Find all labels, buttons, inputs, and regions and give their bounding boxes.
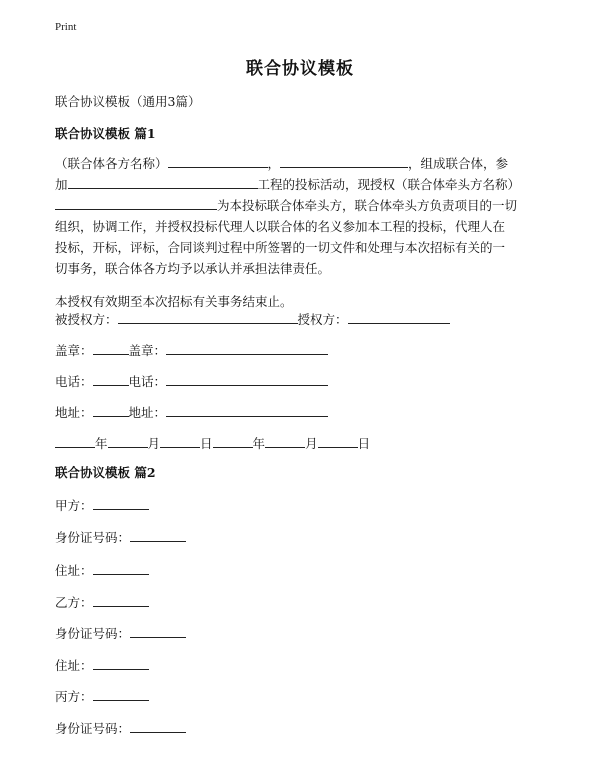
- blank-line: [93, 657, 149, 670]
- blank-line: [348, 311, 450, 324]
- blank-line: [93, 497, 149, 510]
- blank-line: [130, 625, 186, 638]
- blank-line: [93, 404, 129, 417]
- print-label[interactable]: Print: [55, 21, 77, 33]
- blank-line: [108, 435, 148, 448]
- para-line-3: 为本投标联合体牵头方，联合体牵头方负责项目的一切: [55, 196, 517, 216]
- addr-b-row: 住址：: [55, 656, 149, 674]
- blank-line: [130, 720, 186, 733]
- para-line-4: 组织，协调工作，并授权投标代理人以联合体的名义参加本工程的投标，代理人在: [55, 219, 506, 234]
- blank-line: [118, 311, 298, 324]
- section1-heading: 联合协议模板 篇1: [55, 126, 156, 141]
- para-line-1: （联合体各方名称） ， ，组成联合体，参: [55, 156, 509, 171]
- id-a-row: 身份证号码：: [55, 528, 186, 546]
- blank-line: [68, 176, 258, 189]
- blank-line: [93, 342, 129, 355]
- validity-text: 本授权有效期至本次招标有关事务结束止。: [55, 294, 293, 309]
- blank-line: [130, 529, 186, 542]
- date-row: 年 月 日 年 月 日: [55, 434, 370, 452]
- document-title: 联合协议模板: [246, 59, 354, 79]
- blank-line: [93, 688, 149, 701]
- id-c-row: 身份证号码：: [55, 719, 186, 737]
- blank-line: [160, 435, 200, 448]
- document-subtitle: 联合协议模板（通用3篇）: [55, 94, 201, 109]
- para-line-5: 投标，开标，评标，合同谈判过程中所签署的一切文件和处理与本次招标有关的一: [55, 240, 506, 255]
- party-c-row: 丙方：: [55, 687, 149, 705]
- blank-line: [93, 373, 129, 386]
- blank-line: [166, 373, 328, 386]
- blank-line: [280, 155, 408, 168]
- id-b-row: 身份证号码：: [55, 624, 186, 642]
- phone-row: 电话： 电话：: [55, 372, 328, 390]
- blank-line: [55, 197, 217, 210]
- party-a-row: 甲方：: [55, 496, 149, 514]
- seal-row: 盖章： 盖章：: [55, 341, 328, 359]
- blank-line: [168, 155, 268, 168]
- section2-heading: 联合协议模板 篇2: [55, 465, 156, 480]
- authorized-row: 被授权方： 授权方：: [55, 310, 450, 328]
- blank-line: [93, 562, 149, 575]
- para-line-2: 加 工程的投标活动，现授权（联合体牵头方名称）: [55, 177, 521, 192]
- blank-line: [166, 404, 328, 417]
- blank-line: [166, 342, 328, 355]
- addr-a-row: 住址：: [55, 561, 149, 579]
- blank-line: [265, 435, 305, 448]
- party-b-row: 乙方：: [55, 593, 149, 611]
- blank-line: [93, 594, 149, 607]
- blank-line: [213, 435, 253, 448]
- para-line-6: 切事务，联合体各方均予以承认并承担法律责任。: [55, 261, 331, 276]
- blank-line: [55, 435, 95, 448]
- blank-line: [318, 435, 358, 448]
- address-row: 地址： 地址：: [55, 403, 328, 421]
